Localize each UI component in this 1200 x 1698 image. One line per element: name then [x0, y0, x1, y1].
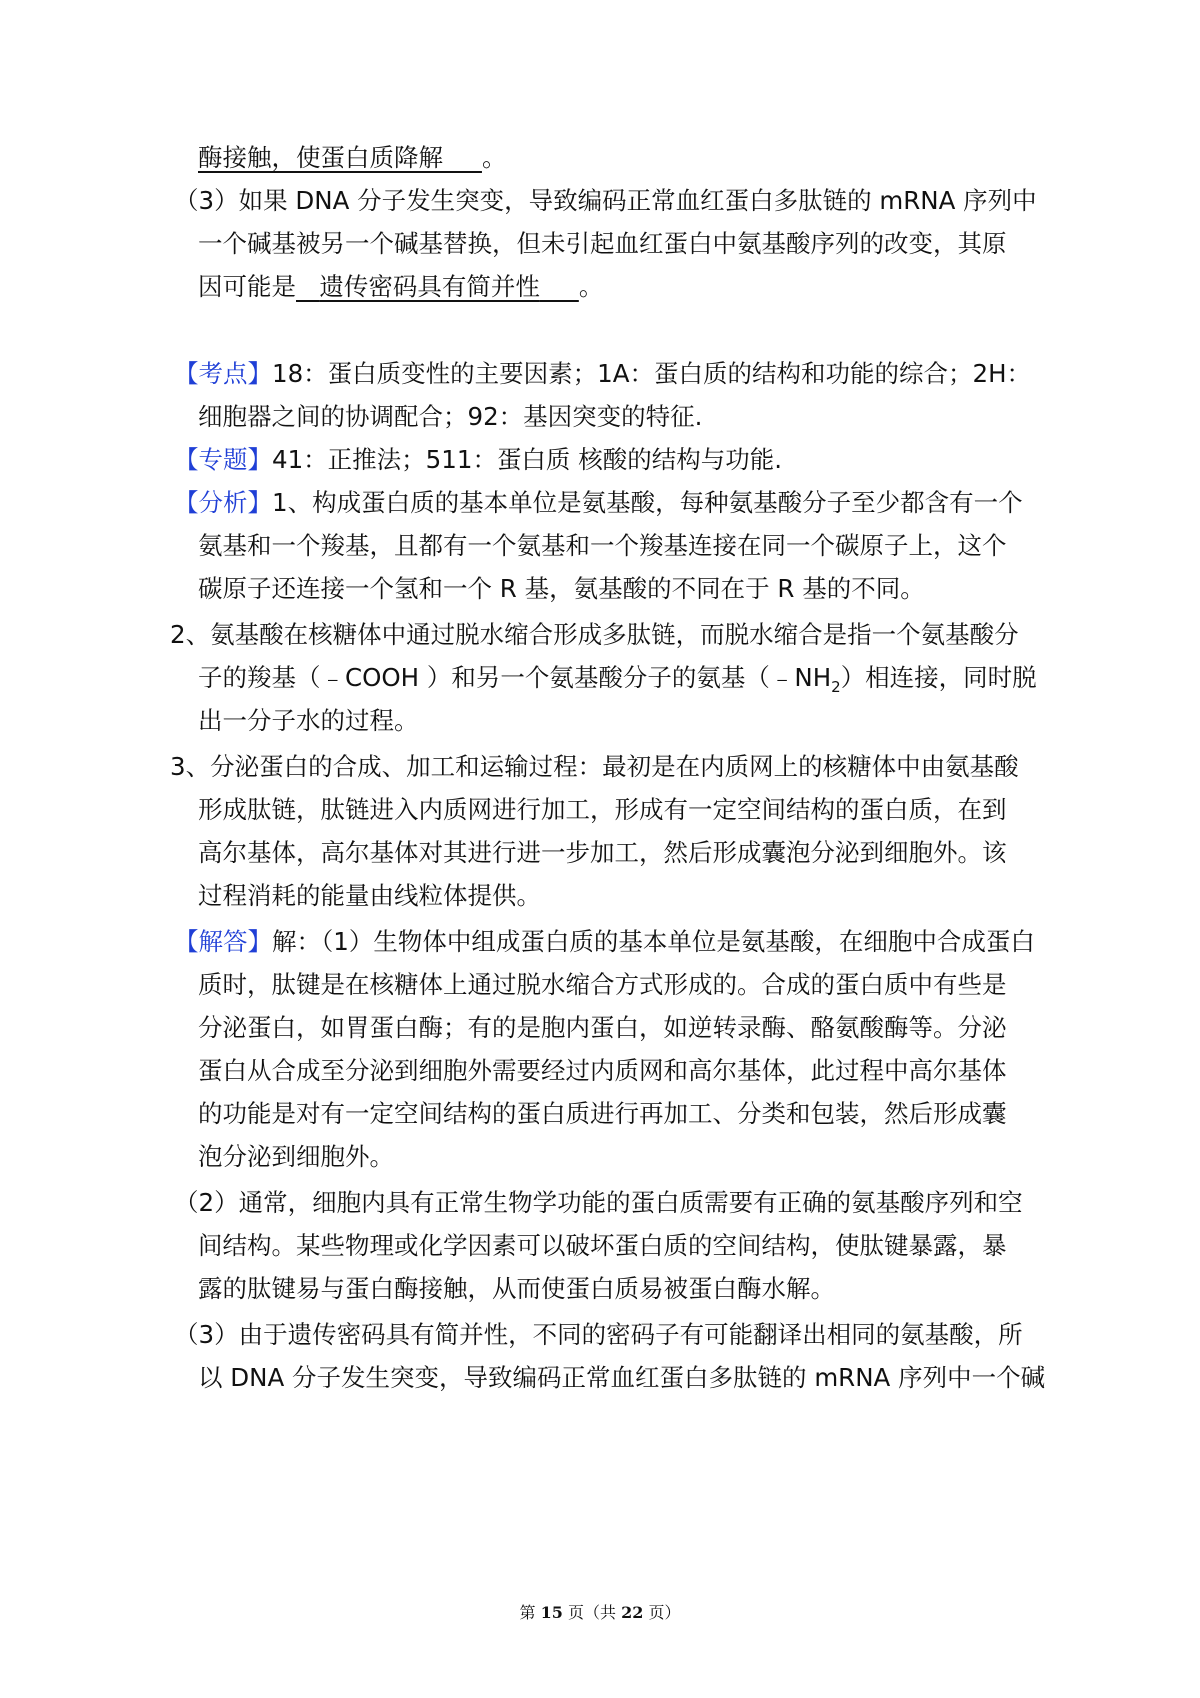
jieda-a1-line2: 质时，肽键是在核糖体上通过脱水缩合方式形成的。合成的蛋白质中有些是 [198, 970, 1007, 999]
jieda-a3-line2: 以 DNA 分子发生突变，导致编码正常血红蛋白多肽链的 mRNA 序列中一个碱 [198, 1363, 1046, 1392]
period: 。 [578, 272, 604, 301]
fenxi-p2-text: 子的羧基（﹣COOH ）和另一个氨基酸分子的氨基（﹣NH [198, 663, 832, 692]
fenxi-p1-line2: 氨基和一个羧基，且都有一个氨基和一个羧基连接在同一个碳原子上，这个 [198, 531, 1007, 560]
fenxi-p2-line1: 2、氨基酸在核糖体中通过脱水缩合形成多肽链，而脱水缩合是指一个氨基酸分 [170, 620, 1019, 649]
kaodian-text: 18：蛋白质变性的主要因素；1A：蛋白质的结构和功能的综合；2H： [272, 359, 1032, 388]
jieda-tag: 【解答】 [174, 927, 272, 956]
kaodian-tag: 【考点】 [174, 359, 272, 388]
answer-line-continuation [198, 141, 506, 175]
question3-line1: （3）如果 DNA 分子发生突变，导致编码正常血红蛋白多肽链的 mRNA 序列中 [174, 186, 1037, 215]
page-footer [0, 1600, 1200, 1623]
underline-pad [443, 143, 482, 172]
subscript: 2 [831, 677, 841, 696]
jieda-line1 [174, 925, 1035, 959]
jieda-a1-line6: 泡分泌到细胞外。 [198, 1142, 394, 1171]
fenxi-p3-line3: 高尔基体，高尔基体对其进行进一步加工，然后形成囊泡分泌到细胞外。该 [198, 838, 1007, 867]
fenxi-p2-line3: 出一分子水的过程。 [198, 706, 419, 735]
fenxi-p1-line3: 碳原子还连接一个氢和一个 R 基，氨基酸的不同在于 R 基的不同。 [198, 574, 925, 603]
zhuanti-line1 [174, 443, 782, 477]
footer-page-number: 15 [540, 1603, 563, 1622]
zhuanti-tag: 【专题】 [174, 445, 272, 474]
question3-answer: 遗传密码具有简并性 [319, 272, 540, 301]
underlined-answer: 酶接触，使蛋白质降解 [198, 143, 443, 172]
jieda-text: 解：（1）生物体中组成蛋白质的基本单位是氨基酸，在细胞中合成蛋白 [272, 927, 1035, 956]
fenxi-p3-line4: 过程消耗的能量由线粒体提供。 [198, 881, 541, 910]
jieda-a2-line1: （2）通常，细胞内具有正常生物学功能的蛋白质需要有正确的氨基酸序列和空 [174, 1188, 1023, 1217]
fenxi-p2-text-end: ）相连接，同时脱 [840, 663, 1037, 692]
question3-line3 [198, 270, 603, 304]
question3-prefix: 因可能是 [198, 272, 296, 301]
jieda-a1-line3: 分泌蛋白，如胃蛋白酶；有的是胞内蛋白，如逆转录酶、酪氨酸酶等。分泌 [198, 1013, 1007, 1042]
footer-total-pages: 22 [621, 1603, 644, 1622]
jieda-a2-line3: 露的肽键易与蛋白酶接触，从而使蛋白质易被蛋白酶水解。 [198, 1274, 835, 1303]
footer-text: 页） [648, 1603, 681, 1622]
jieda-a1-line4: 蛋白从合成至分泌到细胞外需要经过内质网和高尔基体，此过程中高尔基体 [198, 1056, 1007, 1085]
kaodian-line1 [174, 357, 1031, 391]
fenxi-p3-line2: 形成肽链，肽链进入内质网进行加工，形成有一定空间结构的蛋白质，在到 [198, 795, 1007, 824]
question3-answer-blank [296, 272, 579, 301]
fenxi-p2-line2 [198, 661, 1037, 695]
kaodian-line2: 细胞器之间的协调配合；92：基因突变的特征. [198, 402, 703, 431]
fenxi-p3-line1: 3、分泌蛋白的合成、加工和运输过程：最初是在内质网上的核糖体中由氨基酸 [170, 752, 1019, 781]
footer-text: 第 [519, 1603, 536, 1622]
zhuanti-text: 41：正推法；511：蛋白质 核酸的结构与功能. [272, 445, 783, 474]
fenxi-text: 1、构成蛋白质的基本单位是氨基酸，每种氨基酸分子至少都含有一个 [272, 488, 1023, 517]
footer-text: 页（共 [567, 1603, 616, 1622]
jieda-a3-line1: （3）由于遗传密码具有简并性，不同的密码子有可能翻译出相同的氨基酸，所 [174, 1320, 1023, 1349]
jieda-a1-line5: 的功能是对有一定空间结构的蛋白质进行再加工、分类和包装，然后形成囊 [198, 1099, 1007, 1128]
jieda-a2-line2: 间结构。某些物理或化学因素可以破坏蛋白质的空间结构，使肽键暴露，暴 [198, 1231, 1007, 1260]
fenxi-tag: 【分析】 [174, 488, 272, 517]
question3-line2: 一个碱基被另一个碱基替换，但未引起血红蛋白中氨基酸序列的改变，其原 [198, 229, 1007, 258]
period: 。 [481, 143, 507, 172]
fenxi-line1 [174, 486, 1023, 520]
